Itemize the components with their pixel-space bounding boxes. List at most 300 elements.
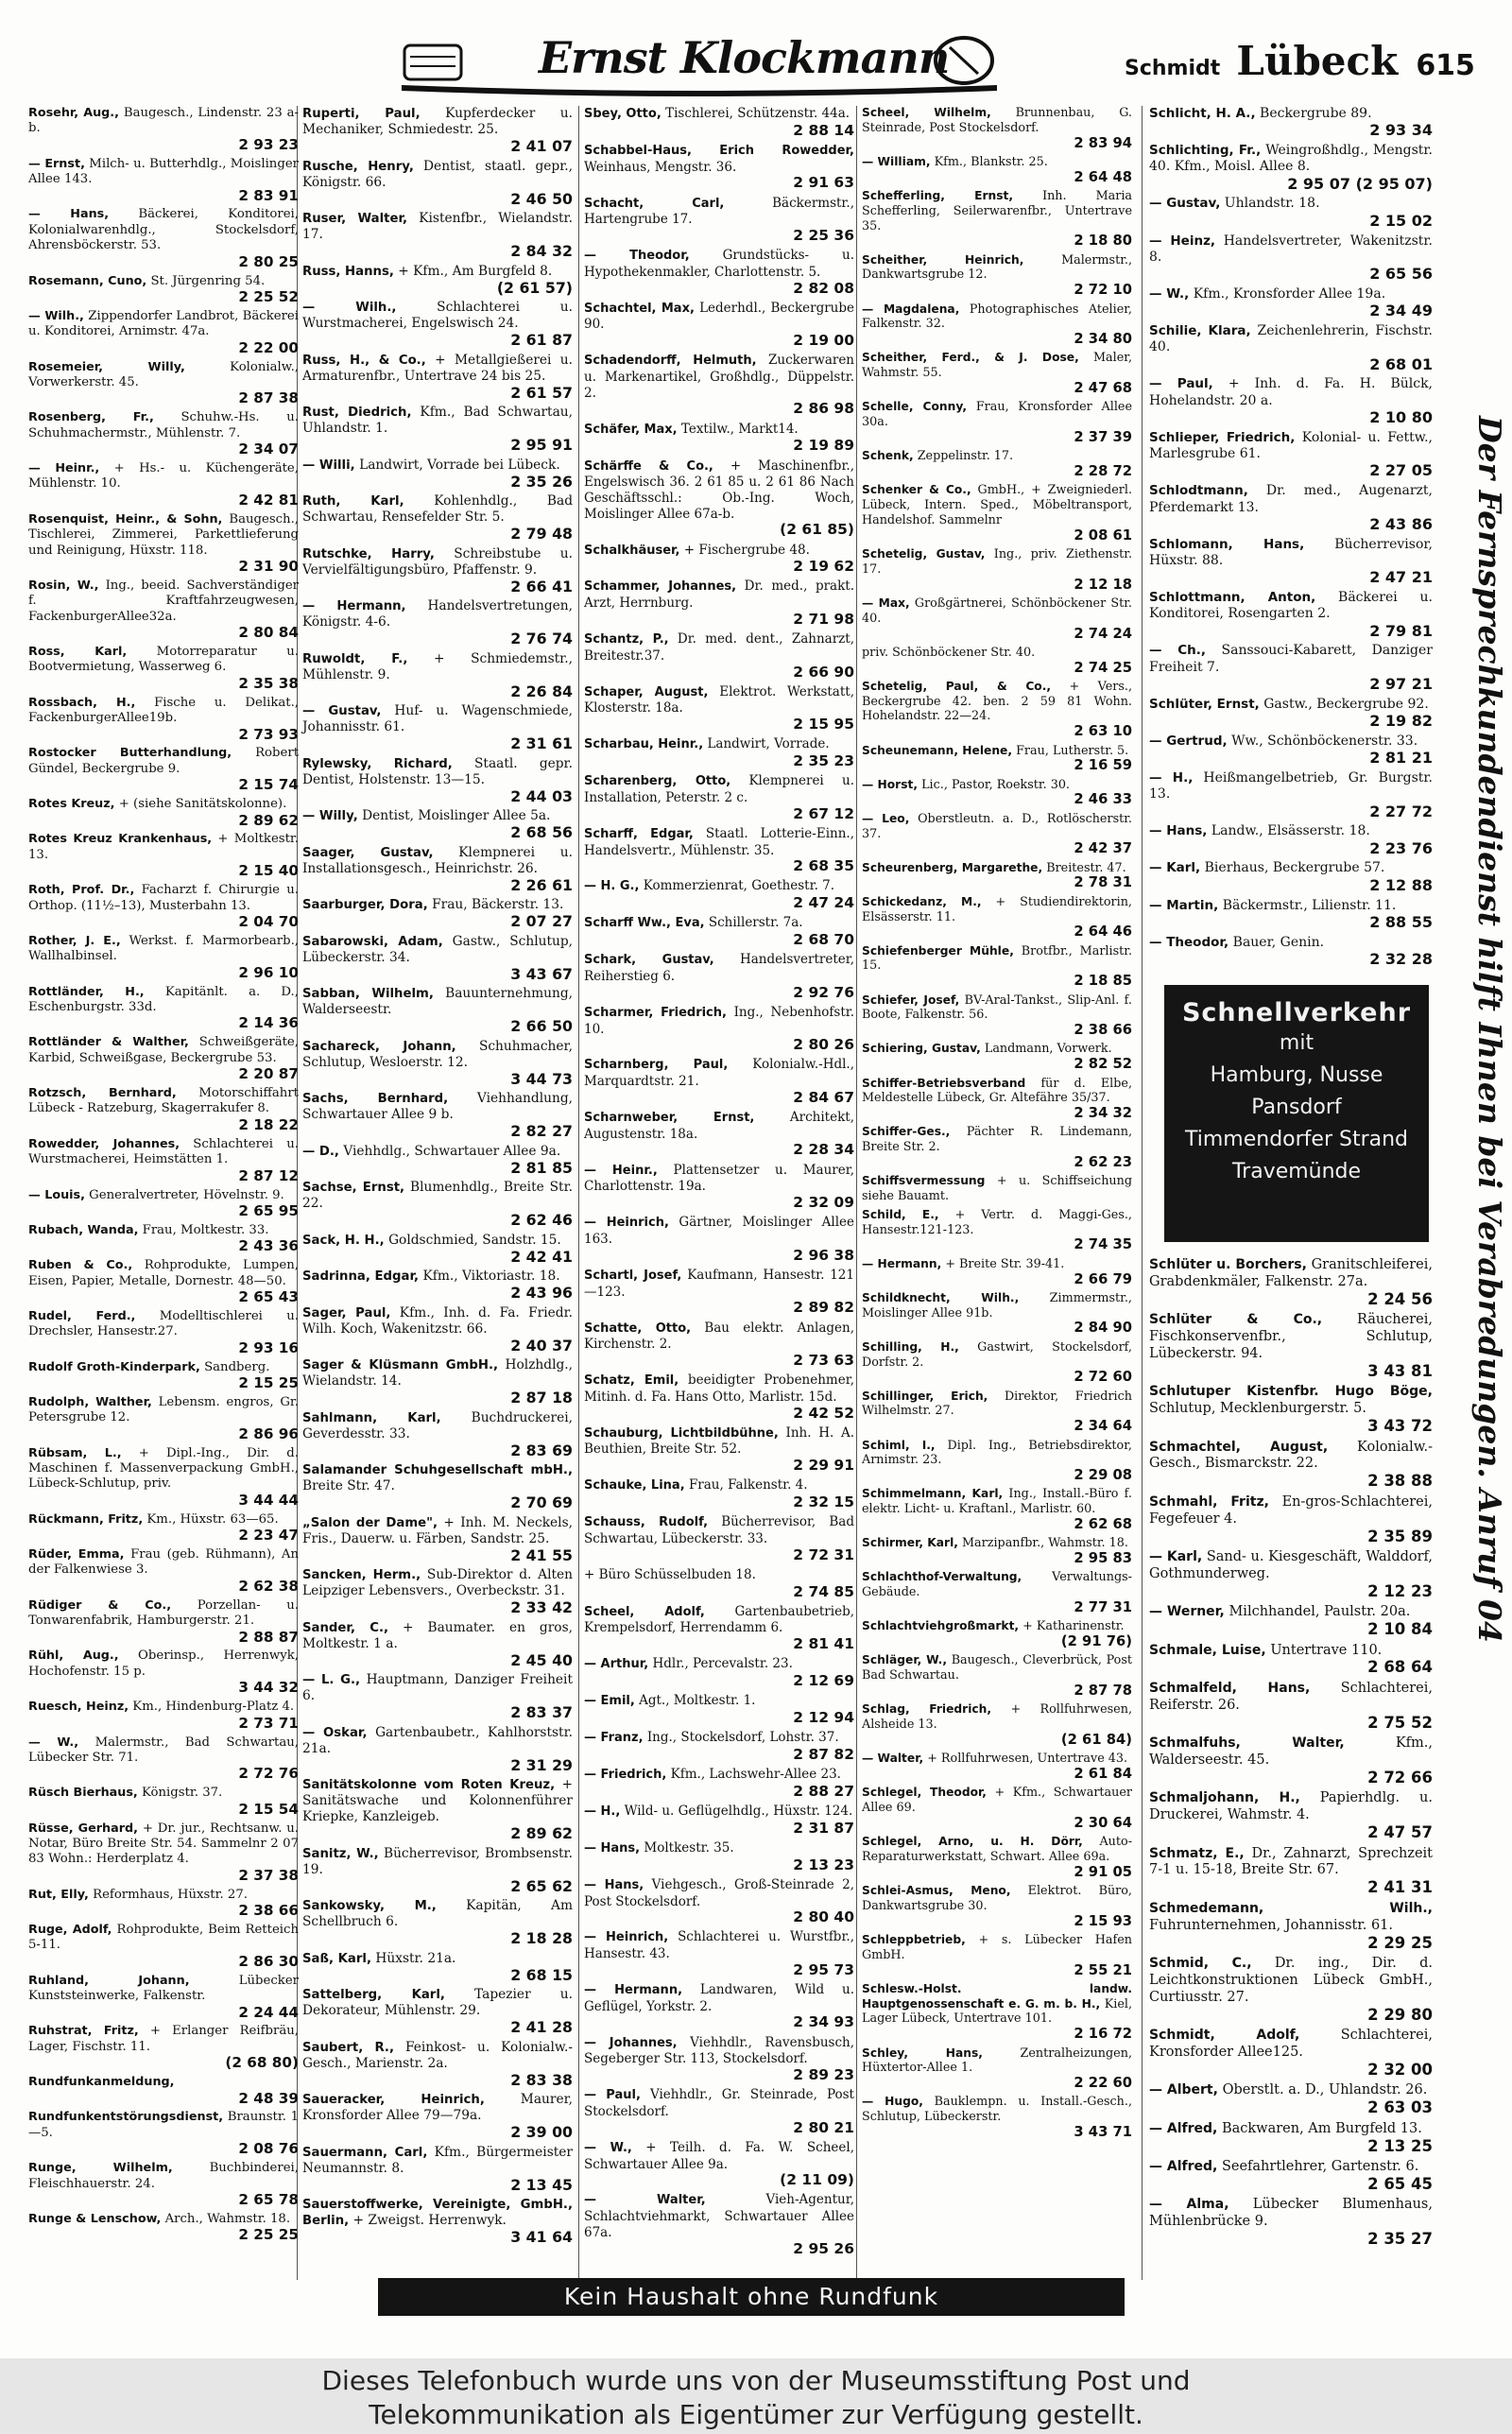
- directory-entry: [28, 645, 299, 692]
- entry-name: Schilie, Klara,: [1149, 323, 1251, 339]
- entry-details: Facharzt f. Chirurgie u. Orthop. (11½–13), Musterbahn 13.: [28, 883, 299, 913]
- entry-details: Fuhrunternehmen, Johannisstr. 61.: [1149, 1917, 1393, 1933]
- directory-entry: [1149, 823, 1433, 856]
- entry-name: — Heinr.,: [28, 461, 100, 476]
- entry-name: Ross, Karl,: [28, 645, 128, 659]
- directory-entry: [584, 578, 854, 628]
- entry-details: Kfm., Bad Schwartau, Uhlandstr. 1.: [302, 405, 573, 436]
- entry-details: Bau elektr. Anlagen, Kirchenstr. 2.: [584, 1320, 855, 1353]
- directory-entry: [302, 546, 573, 596]
- entry-name: Schlag, Friedrich,: [862, 1702, 992, 1717]
- directory-entry: [28, 1360, 299, 1391]
- entry-name: Schlachtviehgroßmarkt,: [862, 1619, 1020, 1633]
- entry-details: Modelltischlerei u. Drechsler, Hansestr.27.: [28, 1308, 300, 1339]
- entry-name: Runge, Wilhelm,: [28, 2161, 173, 2176]
- entry-name: — Arthur,: [584, 1657, 649, 1672]
- entry-phone-number: 2 80 84: [238, 624, 299, 642]
- entry-phone-number: 2 10 80: [1369, 408, 1433, 427]
- entry-phone-number: 2 88 14: [793, 121, 854, 139]
- entry-name: Rundfunkanmeldung,: [28, 2075, 175, 2090]
- entry-details: Auto-Reparaturwerkstatt, Schwart. Allee 69a.: [862, 1835, 1132, 1864]
- entry-phone-number: 3 43 81: [1367, 1361, 1433, 1380]
- entry-details: Grundstücks- u. Hypothekenmakler, Charlottenstr. 5.: [584, 248, 854, 280]
- entry-details: Goldschmied, Sandstr. 15.: [388, 1232, 561, 1248]
- entry-name: — Karl,: [1149, 860, 1201, 876]
- entry-name: Schark, Gustav,: [584, 953, 714, 968]
- directory-entry: [302, 1357, 573, 1407]
- directory-entry: [302, 493, 573, 543]
- entry-phone-number: 2 23 47: [238, 1527, 299, 1545]
- entry-name: Rudolph, Walther,: [28, 1394, 152, 1409]
- entry-name: Schirmer, Karl,: [862, 1536, 958, 1550]
- entry-name: Ruben & Co.,: [28, 1258, 133, 1273]
- entry-phone-number: 2 72 60: [1074, 1369, 1132, 1386]
- directory-entry: [584, 684, 854, 734]
- entry-details: Breitestr. 47.: [1046, 860, 1126, 875]
- entry-details: Ing., beeid. Sachverständiger f. Kraftfahrzeugwesen, FackenburgerAllee32a.: [28, 578, 300, 624]
- entry-name: Schiffsvermessung: [862, 1174, 986, 1188]
- directory-entry: [862, 155, 1132, 185]
- entry-phone-number: 3 41 64: [510, 2228, 573, 2246]
- entry-details: Kolonial- u. Fettw., Marlesgrube 61.: [1149, 429, 1433, 462]
- entry-name: Rosin, W.,: [28, 578, 99, 593]
- directory-entry: [302, 1987, 573, 2036]
- entry-name: Rosemann, Cuno,: [28, 273, 147, 288]
- entry-name: Schlesw.-Holst. landw. Hauptgenossenschaft e. G. m. b. H.,: [862, 1981, 1132, 2011]
- directory-entry: [1149, 1846, 1433, 1897]
- entry-details: Lübecker Blumenhaus, Mühlenbrücke 9.: [1149, 2197, 1433, 2230]
- entry-name: Rut, Elly,: [28, 1887, 89, 1902]
- entry-details: Baugesch., Cleverbrück, Post Bad Schwartau.: [862, 1653, 1132, 1683]
- directory-entry: [862, 1835, 1132, 1880]
- entry-phone-number: 2 47 24: [793, 894, 854, 912]
- entry-phone-number: 2 87 82: [793, 1745, 854, 1763]
- entry-phone-number: 2 89 82: [793, 1299, 854, 1317]
- directory-entry: [862, 1752, 1132, 1782]
- entry-details: Viehhandlung, Schwartauer Allee 9 b.: [302, 1091, 573, 1122]
- entry-name: — Friedrich,: [584, 1768, 667, 1783]
- entry-phone-number: 2 80 25: [238, 252, 299, 270]
- entry-details: Kfm., Lachswehr-Allee 23.: [670, 1767, 841, 1783]
- entry-name: Sankowsky, M.,: [302, 1899, 437, 1913]
- entry-details: + Kfm., Am Burgfeld 8.: [398, 263, 553, 279]
- directory-entry: [28, 512, 299, 575]
- entry-phone-number: 2 15 95: [793, 716, 854, 734]
- entry-name: Schartl, Josef,: [584, 1268, 682, 1283]
- entry-details: Malermstr., Bad Schwartau, Lübecker Str. 71.: [28, 1735, 299, 1765]
- entry-phone-number: 3 44 32: [238, 1679, 299, 1697]
- entry-name: Scheurenberg, Margarethe,: [862, 860, 1043, 874]
- entry-name: Rudolf Groth-Kinderpark,: [28, 1359, 200, 1374]
- entry-name: Schaper, August,: [584, 684, 709, 699]
- entry-name: Russ, Hanns,: [302, 264, 394, 279]
- entry-details: + Studiendirektorin, Elsässerstr. 11.: [862, 894, 1132, 924]
- directory-entry: [28, 2212, 299, 2243]
- entry-phone-number: 2 18 22: [238, 1115, 299, 1133]
- entry-name: Schleppbetrieb,: [862, 1932, 966, 1946]
- entry-phone-number: 2 87 12: [238, 1166, 299, 1184]
- directory-entry: [584, 1372, 854, 1422]
- entry-name: Schlichting, Fr.,: [1149, 143, 1262, 159]
- directory-entry: [28, 746, 299, 793]
- entry-name: Rundfunkentstörungsdienst,: [28, 2110, 224, 2125]
- entry-name: Rübsam, L.,: [28, 1445, 122, 1460]
- entry-details: Bäckerei, Konditorei, Kolonialwarenhdlg., Stockelsdorf, Ahrensböckerstr. 53.: [28, 207, 299, 253]
- entry-details: + Sanitätswache und Kolonnenführer Kriepke, Kanzleigeb.: [302, 1777, 574, 1824]
- entry-name: — Willy,: [302, 809, 358, 823]
- directory-entry: [1149, 376, 1433, 425]
- entry-name: — W.,: [28, 1735, 79, 1750]
- entry-phone-number: 2 66 50: [510, 1017, 573, 1035]
- entry-name: Schlachthof-Verwaltung,: [862, 1570, 1022, 1584]
- directory-entry: [302, 405, 573, 454]
- entry-name: — Gertrud,: [1149, 733, 1228, 749]
- entry-details: + Schmiedemstr., Mühlenstr. 9.: [302, 650, 573, 682]
- entry-name: — Paul,: [584, 2088, 641, 2103]
- directory-entry: [302, 1410, 573, 1459]
- entry-phone-number: 2 38 66: [1074, 1022, 1132, 1039]
- entry-details: Textilw., Markt14.: [680, 421, 799, 437]
- entry-name: Sachse, Ernst,: [302, 1181, 405, 1195]
- entry-details: Holzhdlg., Wielandstr. 14.: [302, 1357, 574, 1389]
- entry-phone-number: 2 25 52: [238, 287, 299, 305]
- directory-entry: [302, 1951, 573, 1984]
- entry-details: BV-Aral-Tankst., Slip-Anl. f. Boote, Falkenstr. 56.: [862, 993, 1132, 1023]
- directory-entry: [862, 812, 1132, 857]
- entry-name: Ruhstrat, Fritz,: [28, 2024, 139, 2039]
- entry-phone-number: 2 08 61: [1074, 527, 1132, 544]
- directory-entry: [862, 1933, 1132, 1978]
- entry-name: Schley, Hans,: [862, 2046, 983, 2060]
- entry-details: Arch., Wahmstr. 18.: [164, 2211, 291, 2226]
- listing-column-1: [28, 106, 299, 2247]
- entry-name: Sander, C.,: [302, 1620, 389, 1635]
- entry-phone-number: 2 91 05: [1074, 1863, 1132, 1880]
- entry-phone-number: 2 62 23: [1074, 1154, 1132, 1170]
- directory-entry: [28, 1700, 299, 1731]
- entry-name: Sanitätskolonne vom Roten Kreuz,: [302, 1778, 556, 1792]
- entry-details: Sandberg.: [204, 1359, 270, 1374]
- listing-column-4: [862, 106, 1132, 2144]
- entry-name: Rottländer, H.,: [28, 984, 145, 999]
- entry-phone-number: 2 88 87: [238, 1628, 299, 1646]
- directory-entry: [584, 2035, 854, 2084]
- entry-phone-number: 2 13 45: [510, 2175, 573, 2194]
- column-divider: [578, 106, 579, 2280]
- directory-entry: [28, 1735, 299, 1783]
- entry-phone-number: 2 24 44: [238, 2003, 299, 2021]
- entry-details: Motorschiffahrt Lübeck - Ratzeburg, Skagerrakufer 8.: [28, 1086, 299, 1116]
- entry-phone-number: 2 80 26: [793, 1036, 854, 1054]
- entry-name: — H.,: [584, 1804, 621, 1819]
- entry-details: Gartenbaubetrieb, Krempelsdorf, Herrendamm 6.: [584, 1603, 854, 1636]
- entry-phone-number: 2 15 54: [238, 1800, 299, 1818]
- entry-name: Scharff Ww., Eva,: [584, 916, 705, 931]
- entry-phone-number: 2 80 21: [793, 2118, 854, 2136]
- entry-phone-number: 2 55 21: [1074, 1961, 1132, 1978]
- entry-phone-number: 2 29 25: [1367, 1933, 1433, 1952]
- entry-name: — Martin,: [1149, 897, 1219, 913]
- entry-details: Bäckerei u. Konditorei, Rosengarten 2.: [1149, 590, 1434, 622]
- entry-phone-number: 3 43 71: [1074, 2124, 1132, 2141]
- entry-details: Räucherei, Fischkonservenfbr., Schlutup, Lübeckerstr. 94.: [1149, 1312, 1433, 1362]
- entry-details: Buchbinderei, Fleischhauerstr. 24.: [28, 2161, 299, 2191]
- directory-entry: [302, 264, 573, 297]
- entry-name: Russ, H., & Co.,: [302, 353, 426, 368]
- entry-phone-number: 2 15 93: [1074, 1912, 1132, 1929]
- entry-name: Schalkhäuser,: [584, 543, 680, 558]
- entry-name: — Theodor,: [584, 249, 690, 264]
- directory-entry: [1149, 1257, 1433, 1308]
- entry-phone-number: 2 74 25: [1074, 659, 1132, 676]
- directory-entry: [28, 1086, 299, 1133]
- entry-name: — Emil,: [584, 1694, 635, 1709]
- entry-name: Ruge, Adolf,: [28, 1922, 112, 1937]
- directory-entry: [28, 274, 299, 305]
- entry-details: Kfm., Inh. d. Fa. Friedr. Wilh. Koch, Wakenitzstr. 66.: [302, 1304, 573, 1337]
- entry-phone-number: 2 86 96: [238, 1424, 299, 1442]
- entry-details: + Rollfuhrwesen, Alsheide 13.: [862, 1702, 1132, 1733]
- entry-details: Kfm., Blankstr. 25.: [934, 154, 1048, 169]
- entry-details: Photographisches Atelier, Falkenstr. 32.: [862, 302, 1132, 332]
- entry-name: Schmatz, E.,: [1149, 1845, 1245, 1861]
- entry-details: Marzipanfbr., Wahmstr. 18.: [962, 1536, 1128, 1551]
- directory-entry: [28, 1395, 299, 1442]
- directory-entry: [28, 1888, 299, 1919]
- directory-entry: [862, 861, 1132, 891]
- entry-name: — D.,: [302, 1144, 339, 1159]
- entry-details: Vieh-Agentur, Schlachtviehmarkt, Schwartauer Allee 67a.: [584, 2192, 854, 2240]
- entry-name: Schetelig, Gustav,: [862, 547, 986, 561]
- entry-phone-number: 2 44 03: [510, 786, 573, 805]
- entry-phone-number: 2 78 31: [1074, 874, 1132, 891]
- directory-entry: [862, 1042, 1132, 1072]
- entry-phone-number: 2 26 61: [510, 875, 573, 894]
- directory-entry: [302, 1269, 573, 1302]
- entry-name: — Paul,: [1149, 376, 1213, 392]
- entry-details: Wild- u. Geflügelhdlg., Hüxstr. 124.: [624, 1804, 853, 1819]
- entry-details: Breite Str. 47.: [302, 1478, 395, 1493]
- entry-details: Zimmermstr., Moislinger Allee 91b.: [862, 1290, 1132, 1321]
- entry-name: Schauke, Lina,: [584, 1478, 685, 1493]
- entry-phone-number: 2 30 64: [1074, 1814, 1132, 1831]
- entry-name: Sauermann, Carl,: [302, 2145, 428, 2160]
- entry-phone-number: 2 35 26: [510, 472, 573, 491]
- entry-details: Milch- u. Butterhdlg., Moislinger Allee 143.: [28, 156, 299, 187]
- entry-phone-number: 2 96 38: [793, 1246, 854, 1264]
- entry-name: Ruwoldt, F.,: [302, 651, 408, 666]
- entry-phone-number: 2 62 38: [238, 1577, 299, 1595]
- entry-phone-number: 2 87 18: [510, 1389, 573, 1407]
- entry-phone-number: 2 37 39: [1074, 428, 1132, 445]
- entry-details: + Fischergrube 48.: [683, 542, 810, 558]
- entry-phone-number: 2 31 29: [510, 1755, 573, 1774]
- entry-details: Bauunternehmung, Walderseestr.: [302, 986, 573, 1017]
- entry-phone-number: 2 68 56: [510, 823, 573, 841]
- entry-phone-number: 2 43 96: [510, 1284, 573, 1302]
- entry-details: Kistenfbr., Wielandstr. 17.: [302, 211, 573, 242]
- directory-entry: [1149, 483, 1433, 532]
- directory-entry: [28, 797, 299, 828]
- entry-details: Klempnerei u. Installation, Peterstr. 2 c.: [584, 773, 854, 805]
- entry-name: — Hugo,: [862, 2095, 923, 2109]
- directory-entry: [28, 1547, 299, 1595]
- directory-entry: [1149, 1384, 1433, 1435]
- directory-entry: [302, 1846, 573, 1895]
- directory-entry: [28, 1786, 299, 1817]
- entry-name: — Gustav,: [302, 704, 382, 718]
- directory-entry: [302, 457, 573, 491]
- entry-phone-number: 2 95 91: [510, 436, 573, 454]
- entry-details: Lederhdl., Beckergrube 90.: [584, 300, 854, 333]
- entry-name: Sauerstoffwerke, Vereinigte, GmbH., Berlin,: [302, 2198, 573, 2228]
- entry-phone-number: 2 13 25: [1367, 2136, 1433, 2155]
- entry-name: Schlegel, Arno, u. H. Dörr,: [862, 1835, 1083, 1849]
- entry-details: Tapezier u. Dekorateur, Mühlenstr. 29.: [302, 1987, 573, 2018]
- directory-entry: [302, 808, 573, 841]
- entry-name: — Hans,: [1149, 823, 1208, 839]
- entry-details: Zuckerwaren u. Markenartikel, Großhdlg., Düppelstr. 2.: [584, 353, 854, 401]
- entry-name: Rüsch Bierhaus,: [28, 1786, 138, 1801]
- directory-entry: [28, 883, 299, 930]
- entry-phone-number: 2 74 35: [1074, 1236, 1132, 1253]
- entry-name: Rowedder, Johannes,: [28, 1136, 180, 1151]
- entry-details: Kfm., Bürgermeister Neumannstr. 8.: [302, 2144, 573, 2176]
- entry-name: Scharnberg, Paul,: [584, 1058, 729, 1073]
- directory-entry: [862, 895, 1132, 941]
- entry-name: Schenk,: [862, 449, 914, 463]
- entry-name: Schmidt, Adolf,: [1149, 2028, 1300, 2044]
- entry-details: Dentist, Moislinger Allee 5a.: [362, 808, 551, 823]
- directory-entry: [302, 1725, 573, 1774]
- entry-details: + (siehe Sanitätskolonne).: [118, 797, 287, 812]
- directory-entry: [584, 458, 854, 539]
- entry-phone-number: 2 32 15: [793, 1493, 854, 1511]
- entry-phone-number: 2 14 36: [238, 1014, 299, 1032]
- entry-details: Landw., Elsässerstr. 18.: [1211, 823, 1370, 839]
- entry-phone-number: 2 42 81: [238, 491, 299, 509]
- entry-details: Rohprodukte, Beim Retteich 5-11.: [28, 1922, 299, 1953]
- entry-name: Sager, Paul,: [302, 1305, 391, 1321]
- entry-phone-number: 2 71 98: [793, 610, 854, 628]
- entry-phone-number: 2 89 62: [510, 1824, 573, 1842]
- entry-name: Schlodtmann,: [1149, 483, 1248, 499]
- entry-phone-number: 2 25 25: [238, 2226, 299, 2244]
- directory-entry: [584, 196, 854, 245]
- entry-name: Rosenquist, Heinr., & Sohn,: [28, 511, 223, 527]
- directory-entry: [584, 1656, 854, 1689]
- entry-details: Ing., Stockelsdorf, Lohstr. 37.: [646, 1730, 839, 1746]
- entry-phone-number: 2 32 28: [1369, 949, 1433, 968]
- entry-name: Ruth, Karl,: [302, 494, 404, 509]
- entry-details: Huf- u. Wagenschmiede, Johannisstr. 61.: [302, 703, 573, 734]
- entry-details: + Maschinenfbr., Engelswisch 36. 2 61 85 u. 2 61 86 Nach Geschäftsschl.: Ob.-Ing. Woch, Moislinger Allee 67a-b.: [584, 457, 854, 522]
- entry-phone-number: 2 82 52: [1074, 1056, 1132, 1073]
- entry-name: Rudel, Ferd.,: [28, 1308, 136, 1323]
- entry-details: + Baumater. en gros, Moltkestr. 1 a.: [302, 1619, 573, 1651]
- entry-name: Schefferling, Ernst,: [862, 188, 1014, 202]
- entry-name: Schatte, Otto,: [584, 1321, 692, 1336]
- entry-name: Sabarowski, Adam,: [302, 934, 443, 949]
- entry-name: — Wilh.,: [302, 301, 397, 315]
- directory-entry: [584, 143, 854, 192]
- entry-name: Scheunemann, Helene,: [862, 743, 1013, 757]
- entry-name: Schlüter, Ernst,: [1149, 696, 1260, 712]
- entry-phone-number: 2 41 07: [510, 137, 573, 155]
- entry-phone-number: 2 83 37: [510, 1703, 573, 1721]
- entry-details: Kiel, Lager Lübeck, Untertrave 101.: [862, 1996, 1132, 2027]
- entry-phone-number: 2 35 23: [793, 752, 854, 770]
- directory-entry: [584, 2087, 854, 2136]
- entry-details: GmbH., + Zweigniederl. Lübeck, Intern. Sped., Möbeltransport, Handelshof. Sammelnr: [862, 483, 1132, 527]
- directory-entry: [302, 1462, 573, 1511]
- entry-phone-number: 2 38 66: [238, 1902, 299, 1920]
- entry-name: Sabban, Wilhelm,: [302, 987, 434, 1001]
- entry-phone-number: 2 16 59: [1074, 757, 1132, 774]
- entry-name: — Wilh.,: [28, 308, 84, 323]
- entry-phone-number: (2 11 09): [780, 2171, 854, 2189]
- entry-phone-number: 2 34 49: [1369, 302, 1433, 320]
- entry-name: Schild, E.,: [862, 1207, 939, 1221]
- entry-name: — Werner,: [1149, 1604, 1225, 1620]
- directory-entry: [862, 1653, 1132, 1699]
- entry-details: Gastw., Schlutup, Lübeckerstr. 34.: [302, 933, 574, 965]
- entry-details: Handelsvertreter, Reiherstieg 6.: [584, 952, 854, 984]
- entry-name: Saß, Karl,: [302, 1951, 371, 1966]
- entry-details: Heißmangelbetrieb, Gr. Burgstr. 13.: [1149, 769, 1433, 803]
- entry-phone-number: 2 93 34: [1369, 121, 1433, 140]
- entry-name: Rotes Kreuz,: [28, 797, 115, 812]
- entry-details: Zeppelinstr. 17.: [917, 449, 1014, 464]
- entry-name: Schillinger, Erich,: [862, 1389, 988, 1403]
- entry-phone-number: 2 15 74: [238, 776, 299, 794]
- directory-entry: [862, 1536, 1132, 1566]
- entry-details: Schlachterei, Kronsforder Allee125.: [1149, 2028, 1434, 2060]
- entry-details: Gärtner, Moislinger Allee 163.: [584, 1215, 855, 1247]
- entry-name: — Karl,: [1149, 1549, 1203, 1564]
- entry-details: Staatl. Lotterie-Einn., Handelsvertr., Mühlenstr. 35.: [584, 825, 854, 858]
- entry-details: + Vers., Beckergrube 42. ben. 2 59 81 Wohn. Hohelandstr. 22—24.: [862, 679, 1133, 724]
- entry-name: Schickedanz, M.,: [862, 894, 982, 908]
- directory-entry: [584, 915, 854, 948]
- directory-entry: [862, 189, 1132, 250]
- directory-entry: [1149, 643, 1433, 692]
- entry-name: Schlutuper Kistenfbr. Hugo Böge,: [1149, 1384, 1433, 1400]
- entry-details: Dr., Zahnarzt, Sprechzeit 7-1 u. 15-18, Breite Str. 67.: [1149, 1845, 1433, 1878]
- entry-name: Schmalfeld, Hans,: [1149, 1680, 1311, 1696]
- entry-details: Kolonialw.-Gesch., Bismarckstr. 22.: [1149, 1439, 1434, 1472]
- entry-phone-number: 2 12 23: [1367, 1581, 1433, 1600]
- entry-details: Weingroßhdlg., Mengstr. 40. Kfm., Moisl. Allee 8.: [1149, 143, 1433, 175]
- entry-name: Schacht, Carl,: [584, 196, 725, 211]
- entry-details: Porzellan- u. Tonwarenfabrik, Hamburgerstr. 21.: [28, 1597, 300, 1629]
- entry-details: + Erlanger Reifbräu, Lager, Fischstr. 11.: [28, 2024, 299, 2054]
- entry-details: Ing., Install.-Büro f. elektr. Licht- u. Kraftanl., Marlistr. 60.: [862, 1487, 1132, 1517]
- entry-phone-number: 2 80 40: [793, 1908, 854, 1926]
- entry-phone-number: 2 15 25: [238, 1373, 299, 1391]
- entry-phone-number: 2 64 48: [1074, 168, 1132, 185]
- entry-name: Scharff, Edgar,: [584, 826, 694, 841]
- advert-line: Timmendorfer Strand: [1184, 1128, 1409, 1151]
- directory-entry: [1149, 143, 1433, 192]
- entry-details: Bücherrevisor, Bad Schwartau, Lübeckerstr. 33.: [584, 1514, 854, 1546]
- directory-entry: [584, 301, 854, 350]
- entry-name: Schiefenberger Mühle,: [862, 943, 1014, 958]
- entry-phone-number: 2 84 67: [793, 1088, 854, 1106]
- entry-details: Schweißgeräte, Karbid, Schweißgase, Beckergrube 53.: [28, 1035, 299, 1065]
- entry-name: Sager & Klüsmann GmbH.,: [302, 1358, 499, 1372]
- entry-phone-number: 2 12 69: [793, 1672, 854, 1690]
